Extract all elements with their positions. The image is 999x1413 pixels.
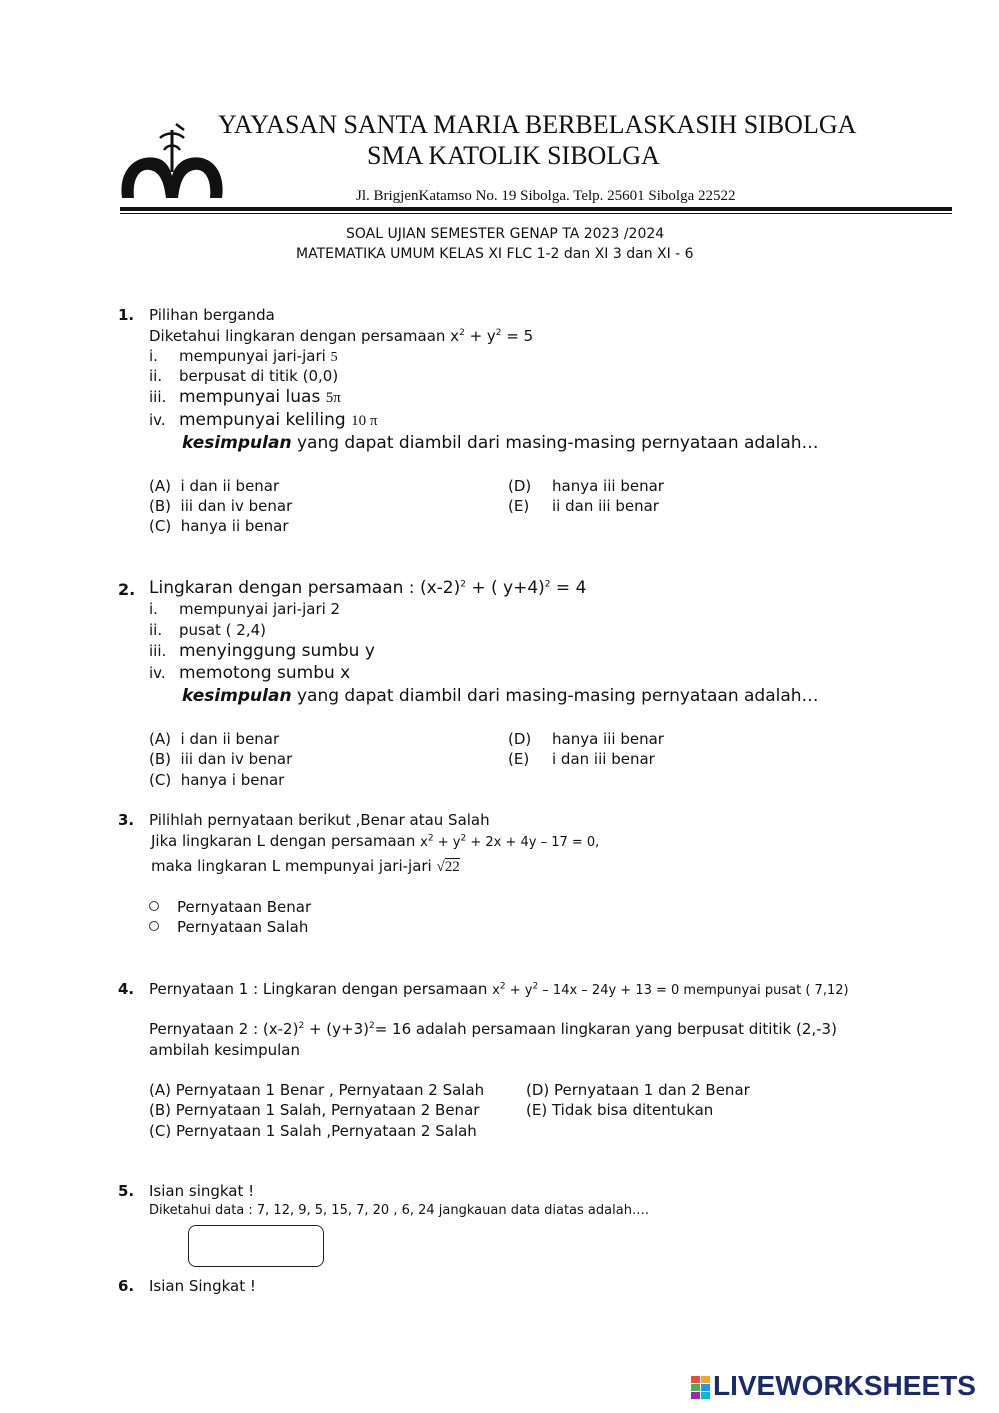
q1-statement-iii: iii. mempunyai luas 5π (149, 387, 341, 407)
q2-option-d[interactable]: (D) hanya iii benar (508, 730, 664, 748)
liveworksheets-watermark: LIVEWORKSHEETS (713, 1370, 976, 1401)
q4-option-a[interactable]: (A) Pernyataan 1 Benar , Pernyataan 2 Salah (149, 1081, 485, 1099)
q2-statement-ii: ii. pusat ( 2,4) (149, 621, 267, 639)
q3-number: 3. (118, 811, 135, 829)
school-name: SMA KATOLIK SIBOLGA (367, 141, 660, 170)
q4-option-c[interactable]: (C) Pernyataan 1 Salah ,Pernyataan 2 Salah (149, 1122, 477, 1140)
q4-instruction: ambilah kesimpulan (149, 1041, 300, 1059)
q1-option-b[interactable]: (B) iii dan iv benar (149, 497, 293, 515)
q1-option-c[interactable]: (C) hanya ii benar (149, 517, 289, 535)
q1-number: 1. (118, 306, 135, 324)
q4-statement-1: Pernyataan 1 : Lingkaran dengan persamaan $x^2 + y^2 - 14x - 24y + 13 = 0$ mempunyai pusat ( 7,12) (149, 980, 849, 998)
q2-number: 2. (118, 580, 136, 599)
school-address: Jl. BrigjenKatamso No. 19 Sibolga. Telp. 25601 Sibolga 22522 (356, 188, 736, 204)
school-logo (118, 120, 226, 202)
q4-statement-2: Pernyataan 2 : $(x-2)^2 + (y+3)^2= 16$ adalah persamaan lingkaran yang berpusat dititik (2,-3) (149, 1020, 837, 1038)
exam-subject: MATEMATIKA UMUM KELAS XI FLC 1-2 dan XI 3 dan XI - 6 (296, 246, 694, 262)
q2-stem: Lingkaran dengan persamaan : $(x-2)^2$ + ( y+4)$^2$ = 4 (149, 578, 587, 598)
q2-option-e[interactable]: (E) i dan iii benar (508, 750, 655, 768)
q5-answer-input[interactable] (188, 1225, 324, 1267)
q3-line1: Jika lingkaran L dengan persamaan $x^2 + y^2 + 2x + 4y - 17 = 0$, (151, 832, 600, 850)
header-rule-thin (120, 213, 952, 214)
q3-type: Pilihlah pernyataan berikut ,Benar atau Salah (149, 811, 490, 829)
q2-conclusion: kesimpulan yang dapat diambil dari masing-masing pernyataan adalah… (182, 686, 819, 706)
radio-icon (149, 921, 159, 931)
exam-title: SOAL UJIAN SEMESTER GENAP TA 2023 /2024 (346, 226, 665, 242)
q4-number: 4. (118, 980, 135, 998)
q1-statement-ii: ii. berpusat di titik (0,0) (149, 367, 339, 385)
q4-option-d[interactable]: (D) Pernyataan 1 dan 2 Benar (526, 1081, 750, 1099)
q3-choice-salah[interactable]: Pernyataan Salah (149, 918, 308, 936)
header-rule-thick (120, 207, 952, 211)
q3-line2: maka lingkaran L mempunyai jari-jari √22 (151, 857, 460, 875)
q1-conclusion: kesimpulan yang dapat diambil dari masing-masing pernyataan adalah… (182, 433, 819, 453)
q5-stem: Diketahui data : 7, 12, 9, 5, 15, 7, 20 , 6, 24 jangkauan data diatas adalah…. (149, 1203, 650, 1218)
q1-statement-i: i. mempunyai jari-jari 5 (149, 347, 338, 365)
q1-statement-iv: iv. mempunyai keliling 10 π (149, 410, 378, 430)
q2-statement-iii: iii. menyinggung sumbu y (149, 641, 375, 661)
q4-option-e[interactable]: (E) Tidak bisa ditentukan (526, 1101, 714, 1119)
q4-option-b[interactable]: (B) Pernyataan 1 Salah, Pernyataan 2 Benar (149, 1101, 480, 1119)
q2-statement-i: i. mempunyai jari-jari 2 (149, 600, 341, 618)
q1-option-a[interactable]: (A) i dan ii benar (149, 477, 280, 495)
q1-option-e[interactable]: (E) ii dan iii benar (508, 497, 659, 515)
q2-option-a[interactable]: (A) i dan ii benar (149, 730, 280, 748)
q2-option-c[interactable]: (C) hanya i benar (149, 771, 285, 789)
liveworksheets-logo-icon (691, 1376, 711, 1400)
radio-icon (149, 901, 159, 911)
q6-type: Isian Singkat ! (149, 1277, 256, 1295)
q5-number: 5. (118, 1182, 135, 1200)
q2-statement-iv: iv. memotong sumbu x (149, 663, 351, 683)
q5-type: Isian singkat ! (149, 1182, 255, 1200)
q1-stem: Diketahui lingkaran dengan persamaan $x^2 + y^2 = 5$ (149, 327, 534, 345)
q1-type: Pilihan berganda (149, 306, 275, 324)
q2-option-b[interactable]: (B) iii dan iv benar (149, 750, 293, 768)
q1-option-d[interactable]: (D) hanya iii benar (508, 477, 664, 495)
q3-choice-benar[interactable]: Pernyataan Benar (149, 898, 311, 916)
q6-number: 6. (118, 1277, 135, 1295)
foundation-name: YAYASAN SANTA MARIA BERBELASKASIH SIBOLGA (218, 110, 857, 139)
